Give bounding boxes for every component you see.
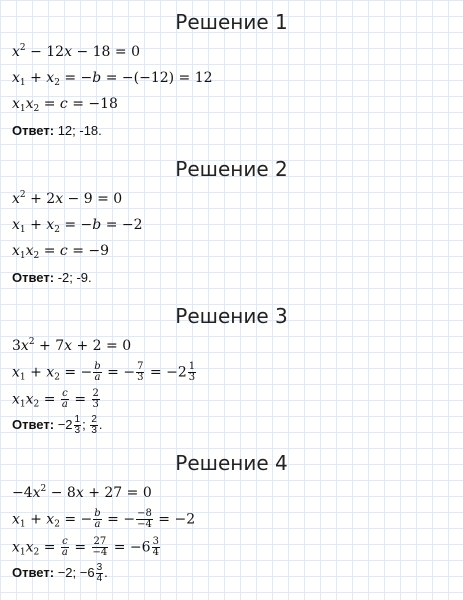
section-1-answer: [12, 121, 102, 141]
section-4-title: Решение 4: [175, 451, 288, 475]
answer-label: Ответ:: [12, 270, 55, 285]
answer-value: −2 $\frac{1}{3}$ ; $\frac{2}{3}$ .: [57, 414, 103, 437]
section-2-answer: [12, 268, 92, 288]
section-2-vieta-product: $x_1x_2 = c = -9$: [12, 243, 110, 261]
section-4-vieta-product: $x_1x_2$ = $\frac{c}{a}$ = $\frac{27}{-4}$ = −6 $\frac{3}{4}$: [12, 536, 159, 558]
answer-value: −2; −6 $\frac{3}{4}$ .: [57, 562, 108, 585]
section-1-equation: $x^2 - 12x - 18 = 0$: [12, 43, 140, 60]
section-2-equation: $x^2 + 2x - 9 = 0$: [12, 190, 123, 207]
section-4-vieta-sum: $x_1 + x_2$ = − $\frac{b}{a}$ = − $\frac{-8}{-4}$ = −2: [12, 508, 196, 530]
answer-value: -2; -9.: [57, 270, 92, 285]
answer-label: Ответ:: [12, 417, 55, 432]
answer-value: 12; -18.: [57, 123, 102, 138]
section-2-vieta-sum: $x_1 + x_2 = -b = -2$: [12, 217, 143, 235]
section-4-answer: [12, 563, 108, 584]
section-1-title: Решение 1: [175, 10, 288, 34]
section-3-answer: [12, 415, 103, 436]
answer-label: Ответ:: [12, 123, 55, 138]
section-4-equation: $-4x^2 - 8x + 27 = 0$: [12, 484, 152, 501]
section-1-vieta-sum: $x_1 + x_2 = -b = -(-12) = 12$: [12, 70, 213, 88]
section-1-vieta-product: $x_1x_2 = c = -18$: [12, 96, 118, 114]
answer-label: Ответ:: [12, 565, 55, 580]
section-3-vieta-product: $x_1x_2$ = $\frac{c}{a}$ = $\frac{2}{3}$: [12, 388, 99, 410]
section-3-title: Решение 3: [175, 304, 288, 328]
section-2-title: Решение 2: [175, 157, 288, 181]
section-3-vieta-sum: $x_1 + x_2$ = − $\frac{b}{a}$ = − $\frac{7}{3}$ = −2 $\frac{1}{3}$: [12, 361, 196, 383]
section-3-equation: $3x^2 + 7x + 2 = 0$: [12, 337, 132, 354]
